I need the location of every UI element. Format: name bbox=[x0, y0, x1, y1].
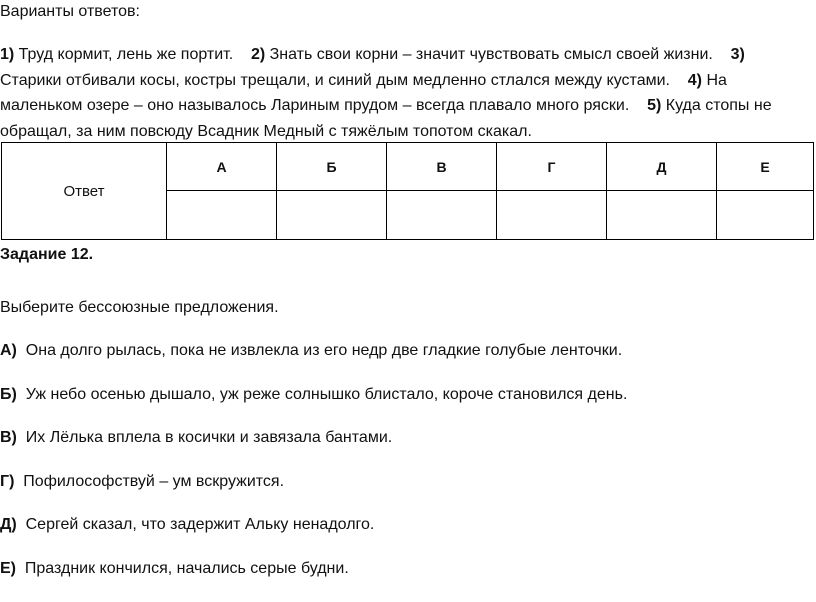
task-title: Задание 12. bbox=[0, 246, 94, 263]
answer-column-v: В bbox=[387, 143, 497, 191]
answer-cell-a[interactable] bbox=[167, 191, 277, 240]
option-a-text: Она долго рылась, пока не извлекла из его недр две гладкие голубые ленточки. bbox=[16, 342, 623, 359]
option-g-text: Пофилософствуй – ум вскружится. bbox=[14, 473, 285, 490]
answer-cell-e[interactable] bbox=[717, 191, 814, 240]
option-d bbox=[0, 515, 374, 535]
option-b-text: Уж небо осенью дышало, уж реже солнышко блистало, короче становился день. bbox=[16, 386, 628, 403]
option-v bbox=[0, 428, 392, 448]
answer-column-d: Д bbox=[607, 143, 717, 191]
variants-heading: Варианты ответов: bbox=[0, 3, 140, 20]
answer-cell-g[interactable] bbox=[497, 191, 607, 240]
option-v-text: Их Лёлька вплела в косички и завязала бантами. bbox=[16, 429, 393, 446]
variants-paragraph bbox=[0, 42, 800, 144]
answer-column-a: А bbox=[167, 143, 277, 191]
answer-column-g: Г bbox=[497, 143, 607, 191]
variant-2-text: Знать свои корни – значит чувствовать смысл своей жизни. bbox=[265, 46, 731, 63]
option-d-text: Сергей сказал, что задержит Альку ненадолго. bbox=[16, 516, 375, 533]
option-v-letter: В) bbox=[0, 429, 17, 446]
answer-row-label: Ответ bbox=[2, 143, 167, 240]
answer-column-e: Е bbox=[717, 143, 814, 191]
option-g bbox=[0, 472, 284, 492]
option-d-letter: Д) bbox=[0, 516, 17, 533]
option-b bbox=[0, 385, 627, 405]
answer-cell-b[interactable] bbox=[277, 191, 387, 240]
variant-4-number: 4) bbox=[687, 71, 702, 89]
variant-1-number: 1) bbox=[0, 46, 15, 63]
variant-2-number: 2) bbox=[250, 46, 266, 63]
answer-cell-v[interactable] bbox=[387, 191, 497, 240]
task-instruction: Выберите бессоюзные предложения. bbox=[0, 299, 279, 316]
answer-cell-d[interactable] bbox=[607, 191, 717, 240]
option-b-letter: Б) bbox=[0, 386, 17, 403]
variant-4-text: На маленьком озере – оно называлось Лариным прудом – всегда плавало много ряски. bbox=[0, 71, 732, 114]
option-a-letter: А) bbox=[0, 342, 17, 359]
option-e-letter: Е) bbox=[0, 560, 16, 577]
option-e bbox=[0, 559, 349, 579]
variant-5-text: Куда стопы не обращал, за ним повсюду Всадник Медный с тяжёлым топотом скакал. bbox=[0, 97, 777, 140]
variant-5-number: 5) bbox=[647, 97, 662, 114]
answer-table bbox=[1, 142, 814, 240]
option-a bbox=[0, 341, 622, 361]
answer-column-b: Б bbox=[277, 143, 387, 191]
option-g-letter: Г) bbox=[0, 473, 15, 490]
option-e-text: Праздник кончился, начались серые будни. bbox=[16, 560, 349, 577]
variant-1-text: Труд кормит, лень же портит. bbox=[14, 46, 251, 63]
variant-3-number: 3) bbox=[730, 46, 745, 63]
variant-3-text: Старики отбивали косы, костры трещали, и синий дым медленно стлался между кустами. bbox=[0, 46, 750, 89]
answer-table-header-row bbox=[2, 143, 814, 191]
